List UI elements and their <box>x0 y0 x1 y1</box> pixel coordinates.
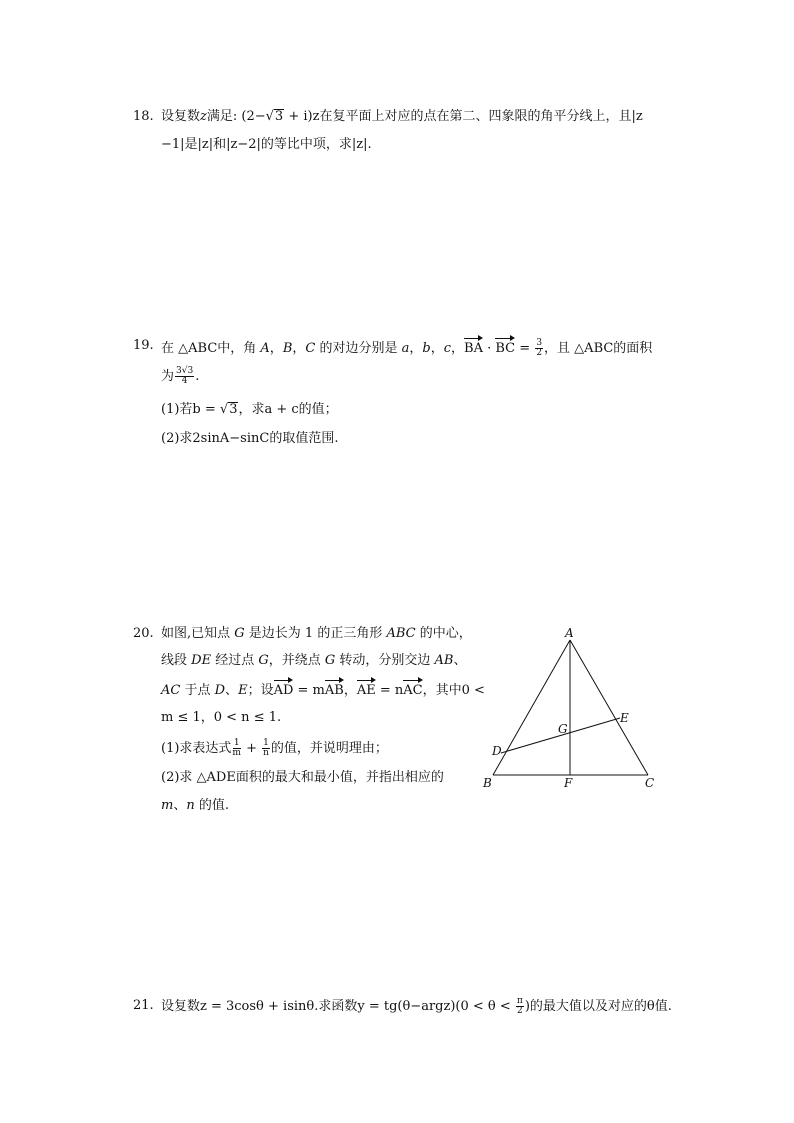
problem-20-question-1: (1)求表达式 $\frac{1}{m}$ + $\frac{1}{n}$ 的值，并说明理由； <box>161 738 388 758</box>
problem-20-question-2: (2)求 △ADE面积的最大和最小值，并指出相应的 <box>161 770 444 785</box>
vector-ac: AC <box>403 679 422 700</box>
problem-18-line-2: −1|是|z|和|z−2|的等比中项，求|z|. <box>161 137 372 152</box>
problem-number: 19. <box>133 338 154 353</box>
vector-bc: BC <box>495 337 515 358</box>
side-ac <box>570 640 648 775</box>
side-ab <box>493 640 570 775</box>
vector-ab: AB <box>325 679 344 700</box>
fraction: $\frac{1}{m}$ <box>232 738 241 758</box>
problem-20-line-7: m、n 的值. <box>161 798 229 813</box>
fraction: $\frac{3}{2}$ <box>536 338 543 358</box>
problem-20-line-1: 如图,已知点 G 是边长为 1 的正三角形 ABC 的中心， <box>161 626 472 641</box>
problem-number: 20. <box>133 626 154 641</box>
label-d: D <box>492 744 502 758</box>
label-c: C <box>645 776 655 790</box>
problem-21-line-1: 设复数z = 3cosθ + isinθ.求函数y = tg(θ−argz)(0 < θ < $\frac{\pi}{2}$ )的最大值以及对应的θ值. <box>161 996 672 1016</box>
label-g: G <box>558 722 568 736</box>
problem-20-line-2: 线段 DE 经过点 G，并绕点 G 转动，分别交边 AB、 <box>161 653 467 668</box>
label-e: E <box>620 711 629 725</box>
problem-18-line-1: 设复数z满足: (2−√3 + i)z在复平面上对应的点在第二、四象限的角平分线上，且|z <box>161 109 643 124</box>
fraction: $\frac{3√3}{4}$ <box>176 366 194 386</box>
triangle-figure <box>478 620 668 800</box>
fraction: $\frac{\pi}{2}$ <box>516 996 523 1016</box>
label-b: B <box>483 776 492 790</box>
problem-20-line-3: AC 于点 D、E；设AD = mAB，AE = nAC，其中0 < <box>161 679 485 700</box>
vector-ae: AE <box>357 679 376 700</box>
label-a: A <box>565 626 574 640</box>
problem-number: 21. <box>133 998 154 1013</box>
problem-19-line-1: 在 △ABC中，角 A，B，C 的对边分别是 a，b，c，BA · BC = $\frac{3}{2}$ ，且 △ABC的面积 <box>161 338 653 358</box>
problem-19-question-1: (1)若b = √3，求a + c的值； <box>161 402 338 417</box>
vector-ad: AD <box>274 679 294 700</box>
problem-19-question-2: (2)求2sinA−sinC的取值范围. <box>161 431 339 446</box>
problem-20-line-4: m ≤ 1，0 < n ≤ 1. <box>161 710 282 725</box>
label-f: F <box>564 776 573 790</box>
vector-ba: BA <box>464 337 483 358</box>
problem-19-line-2: 为 $\frac{3√3}{4}$ . <box>161 366 200 386</box>
problem-number: 18. <box>133 109 154 124</box>
fraction: $\frac{1}{n}$ <box>263 738 269 758</box>
